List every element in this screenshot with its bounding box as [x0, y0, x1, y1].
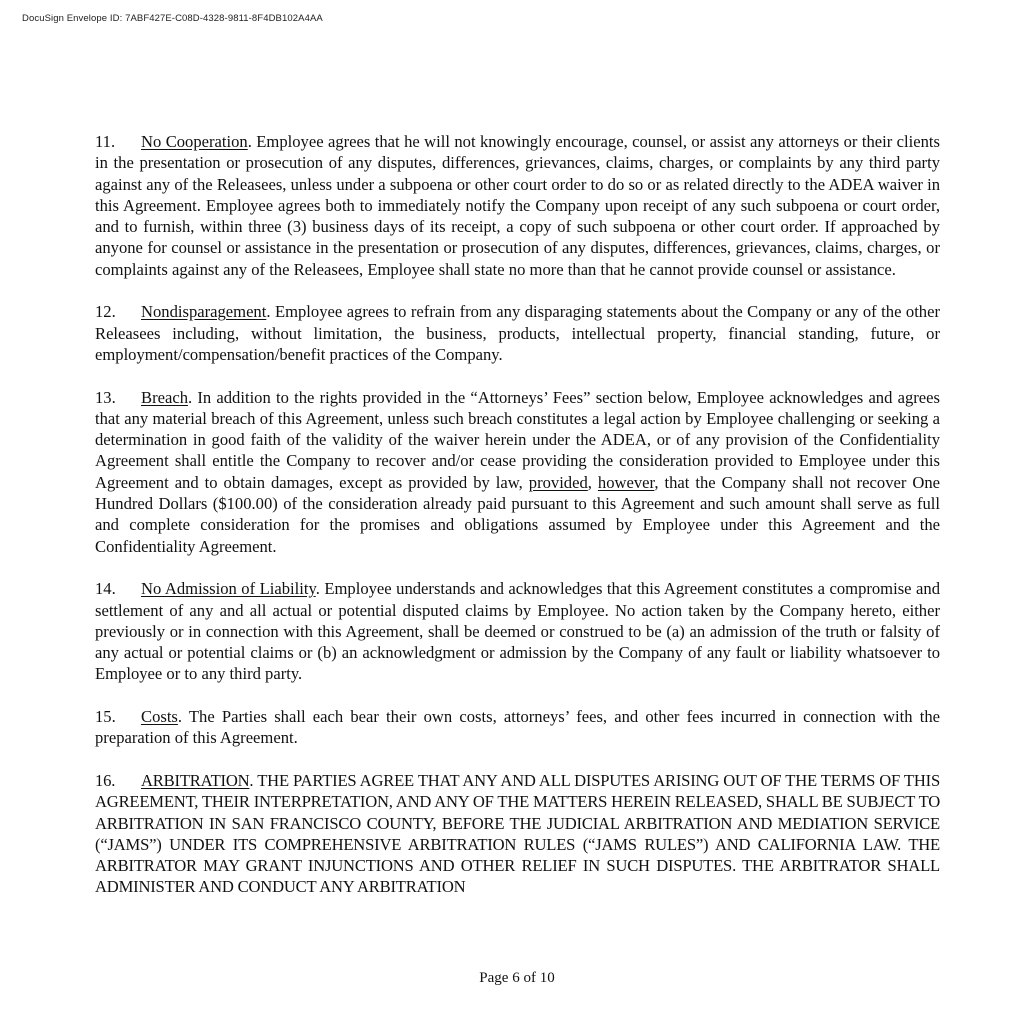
section-number: 11.	[95, 132, 116, 151]
section-number: 12.	[95, 302, 116, 322]
section-heading: Breach	[141, 387, 188, 407]
section-13	[95, 387, 940, 557]
section-heading: Nondisparagement	[141, 302, 267, 322]
section-text: . Employee understands and acknowledges that this Agreement constitutes a compromise and settlement of any and all actual or potential disputed claims by Employee. No action taken by the Company hereto, either previously or in connection with this Agreement, shall be deemed or construed to be (a) an admission of the truth or falsity of any actual or potential claims or (b) an acknowledgment or admission by the Company of any fault or liability whatsoever to Employee or to any third party.	[95, 579, 940, 684]
section-14	[95, 578, 940, 684]
section-heading: No Admission of Liability	[141, 579, 316, 599]
section-number: 14.	[95, 579, 116, 599]
section-text: . In addition to the rights provided in the “Attorneys’ Fees” section below, Employee acknowledges and agrees that any material breach of this Agreement, unless such breach constitutes a legal action by Employee challenging or seeking a determination in good faith of the validity of the waiver herein under the ADEA, or of any provision of the Confidentiality Agreement shall entitle the Company to recover and/or cease providing the consideration provided to Employee under this Agreement and to obtain damages, except as provided by law,	[95, 387, 940, 492]
docusign-envelope-id: DocuSign Envelope ID: 7ABF427E-C08D-4328-9811-8F4DB102A4AA	[22, 13, 323, 24]
separator-text: ,	[587, 472, 598, 492]
section-12	[95, 301, 940, 365]
agreement-body	[95, 131, 940, 919]
section-text: . The Parties shall each bear their own costs, attorneys’ fees, and other fees incurred in connection with the preparation of this Agreement.	[95, 707, 940, 748]
section-number: 15.	[95, 707, 116, 727]
section-heading: No Cooperation	[141, 132, 248, 151]
page-number: Page 6 of 10	[479, 970, 555, 986]
section-text: . Employee agrees to refrain from any disparaging statements about the Company or any of the other Releasees including, without limitation, the business, products, intellectual property, financial standing, future, or employment/compensation/benefit practices of the Company.	[95, 302, 940, 364]
section-text: . Employee agrees that he will not knowingly encourage, counsel, or assist any attorneys or their clients in the presentation or prosecution of any disputes, differences, grievances, claims, charges, or complaints by any third party against any of the Releasees, unless under a subpoena or other court order to do so or as related directly to the ADEA waiver in this Agreement. Employee agrees both to immediately notify the Company upon receipt of any such subpoena or court order, and to furnish, within three (3) business days of its receipt, a copy of such subpoena or other court order. If approached by anyone for counsel or assistance in the presentation or prosecution of any disputes, differences, grievances, claims, charges, or complaints against any of the Releasees, Employee shall state no more than that he cannot provide counsel or assistance.	[95, 132, 940, 279]
section-heading: ARBITRATION	[141, 770, 250, 790]
section-heading: Costs	[141, 707, 178, 727]
section-11	[95, 131, 940, 280]
section-text-continued: , that the Company shall not recover One Hundred Dollars ($100.00) of the consideration already paid pursuant to this Agreement and such amount shall serve as full and complete consideration for the promises and obligations assumed by Employee under this Agreement and the Confidentiality Agreement.	[95, 472, 941, 556]
section-number: 16.	[95, 770, 116, 790]
section-16	[95, 770, 940, 898]
section-number: 13.	[95, 387, 116, 407]
section-text: . THE PARTIES AGREE THAT ANY AND ALL DISPUTES ARISING OUT OF THE TERMS OF THIS AGREEMENT, THEIR INTERPRETATION, AND ANY OF THE MATTERS HEREIN RELEASED, SHALL BE SUBJECT TO ARBITRATION IN SAN FRANCISCO COUNTY, BEFORE THE JUDICIAL ARBITRATION AND MEDIATION SERVICE (“JAMS”) UNDER ITS COMPREHENSIVE ARBITRATION RULES (“JAMS RULES”) AND CALIFORNIA LAW. THE ARBITRATOR MAY GRANT INJUNCTIONS AND OTHER RELIEF IN SUCH DISPUTES. THE ARBITRATOR SHALL ADMINISTER AND CONDUCT ANY ARBITRATION	[95, 770, 940, 897]
section-15	[95, 706, 940, 749]
provided-term: provided	[528, 472, 588, 492]
however-term: however	[597, 472, 655, 492]
